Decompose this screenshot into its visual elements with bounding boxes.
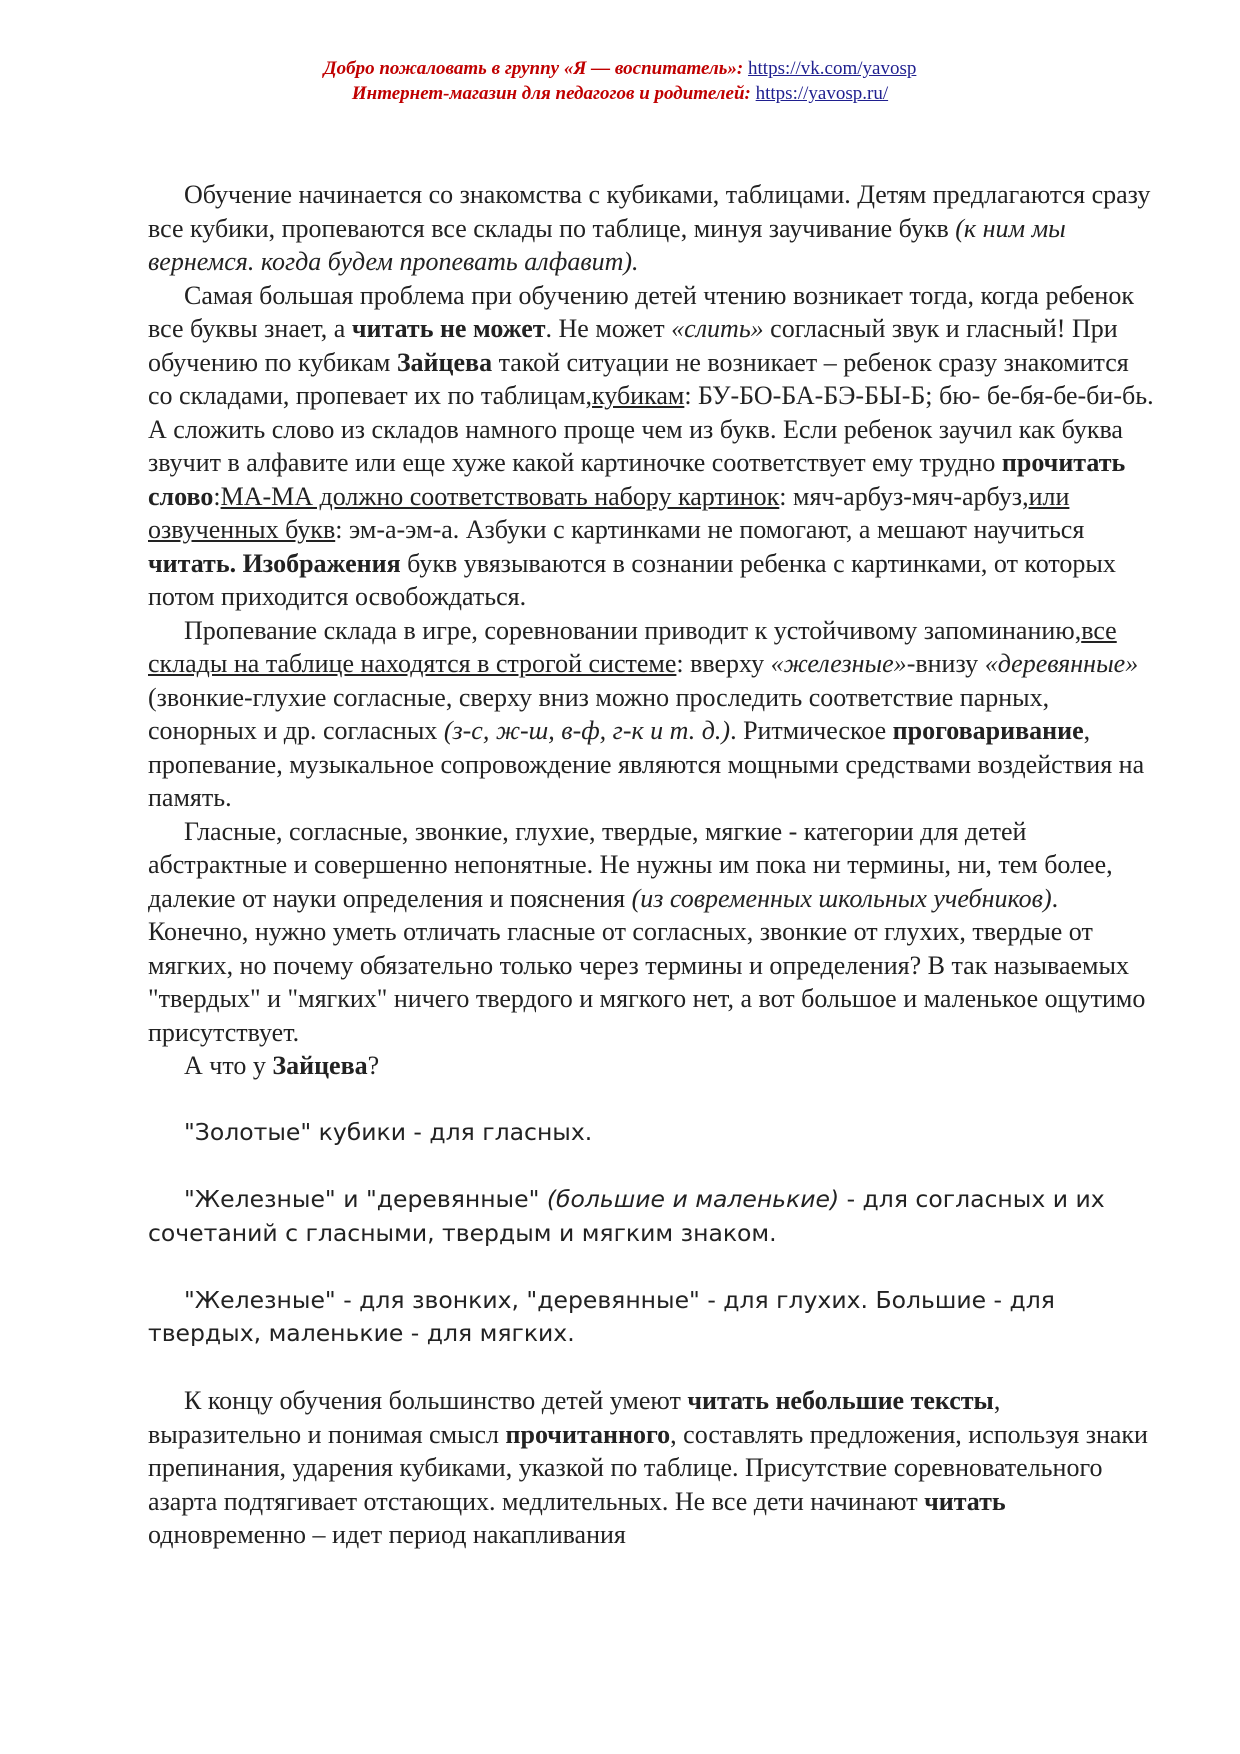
text: -внизу: [906, 649, 985, 678]
paragraph-7: [148, 1183, 1158, 1250]
underlined-text: МА-МА должно соответствовать набору картинок: [220, 481, 780, 511]
italic-text: (большие и маленькие): [546, 1185, 840, 1213]
text: К концу обучения большинство детей умеют: [184, 1386, 688, 1415]
bold-text: Зайцева: [272, 1051, 368, 1080]
text: А что у: [184, 1051, 273, 1080]
document-body: [148, 178, 1158, 1552]
italic-text: (из современных школьных учебников): [631, 883, 1052, 913]
bold-text: прочитанного: [505, 1419, 671, 1449]
shop-link[interactable]: https://yavosp.ru/: [755, 83, 889, 104]
text: , выразительно и понимая смысл: [148, 1386, 1001, 1449]
paragraph-4: [148, 815, 1158, 1050]
text: Самая большая проблема при обучению детей чтению возникает тогда, когда ребенок все буквы знает, а: [148, 280, 1134, 343]
text: , составлять предложения, используя знаки препинания, ударения кубиками, указкой по таблице. Присутствие соревновательного азарта подтягивает отстающих. медлительных. Не все дети начинают: [148, 1419, 1148, 1516]
vk-group-link[interactable]: https://vk.com/yavosp: [748, 58, 917, 79]
italic-text: (к ним мы вернемся. когда будем пропевать алфавит).: [148, 213, 1066, 276]
italic-text: «железные»: [770, 649, 907, 678]
underlined-text: все склады на таблице находятся в строгой системе: [148, 615, 1117, 678]
text: : вверху: [676, 649, 771, 678]
text: Пропевание склада в игре, соревновании приводит к устойчивому запоминанию,: [184, 615, 1082, 645]
paragraph-2: [148, 279, 1158, 614]
header-shop-line: [0, 82, 1240, 105]
paragraph-6: [148, 1116, 1158, 1150]
text: согласный звук и гласный! При обучению по кубикам: [148, 314, 1118, 377]
text: : эм-а-эм-а. Азбуки с картинками не помогают, а мешают научиться: [335, 515, 1085, 544]
header-line-group: [0, 57, 1240, 80]
text: . Не может: [545, 314, 672, 343]
text: Гласные, согласные, звонкие, глухие, твердые, мягкие - категории для детей абстрактные и совершенно непонятные. Не нужны им пока ни термины, ни, тем более, далекие от науки определения и пояснения: [148, 816, 1113, 913]
bold-text: читать. Изображения: [148, 548, 401, 578]
paragraph-9: [148, 1384, 1158, 1552]
text: Обучение начинается со знакомства с кубиками, таблицами. Детям предлагаются сразу все кубики, пропеваются все склады по таблице, минуя заучивание букв: [148, 180, 1151, 243]
text: такой ситуации не возникает – ребенок сразу знакомится со складами, пропевает их по таблицам,: [148, 347, 1129, 410]
text: букв увязываются в сознании ребенка с картинками, от которых потом приходится освобождаться.: [148, 548, 1116, 611]
text: . Ритмическое: [730, 716, 893, 745]
italic-text: «деревянные»: [984, 649, 1139, 678]
text: . Конечно, нужно уметь отличать гласные от согласных, звонкие от глухих, твердые от мягких, но почему обязательно только через термины и определения? В так называемых "твердых" и "мягких" ничего твердого и мягкого нет, а вот большое и маленькое ощутимо присутствует.: [148, 883, 1146, 1047]
underlined-text: или озвученных букв: [148, 481, 1070, 544]
text: - для согласных и их сочетаний с гласными, твердым и мягким знаком.: [148, 1185, 1105, 1247]
underlined-text: кубикам: [592, 381, 685, 410]
text: "Железные" и "деревянные": [184, 1185, 547, 1213]
text: "Золотые" кубики - для гласных.: [184, 1118, 593, 1146]
paragraph-1: [148, 178, 1158, 279]
bold-text: читать: [924, 1486, 1006, 1516]
paragraph-3: [148, 614, 1158, 815]
text: "Железные" - для звонких, "деревянные" - для глухих. Большие - для твердых, маленькие - для мягких.: [148, 1285, 1055, 1347]
bold-text: читать не может: [351, 314, 546, 343]
text: :: [213, 481, 221, 511]
text: : мяч-арбуз-мяч-арбуз,: [779, 481, 1029, 511]
text: : БУ-БО-БА-БЭ-БЫ-Б; бю- бе-бя-бе-би-бь. А сложить слово из складов намного проще чем из букв. Если ребенок заучил как буква звучит в алфавите или еще хуже какой картиночке соответствует ему трудно: [148, 381, 1154, 477]
bold-text: проговаривание: [892, 716, 1084, 745]
bold-text: читать небольшие тексты: [687, 1386, 994, 1415]
italic-text: (з-с, ж-ш, в-ф, г-к и т. д.): [443, 716, 731, 745]
text: ?: [367, 1051, 380, 1080]
header-shop-text: Интернет-магазин для педагогов и родителей:: [351, 83, 751, 104]
header-welcome-text: Добро пожаловать в группу «Я — воспитатель»:: [323, 58, 744, 79]
text: одновременно – идет период накапливания: [148, 1520, 626, 1549]
paragraph-5: [148, 1049, 1158, 1083]
text: (звонкие-глухие согласные, сверху вниз можно проследить соответствие парных, сонорных и др. согласных: [148, 682, 1050, 745]
bold-text: Зайцева: [396, 347, 493, 377]
bold-text: прочитать слово: [148, 448, 1126, 511]
text: , пропевание, музыкальное сопровождение являются мощными средствами воздействия на память.: [148, 716, 1145, 812]
italic-text: «слить»: [671, 314, 764, 343]
paragraph-8: [148, 1284, 1158, 1351]
